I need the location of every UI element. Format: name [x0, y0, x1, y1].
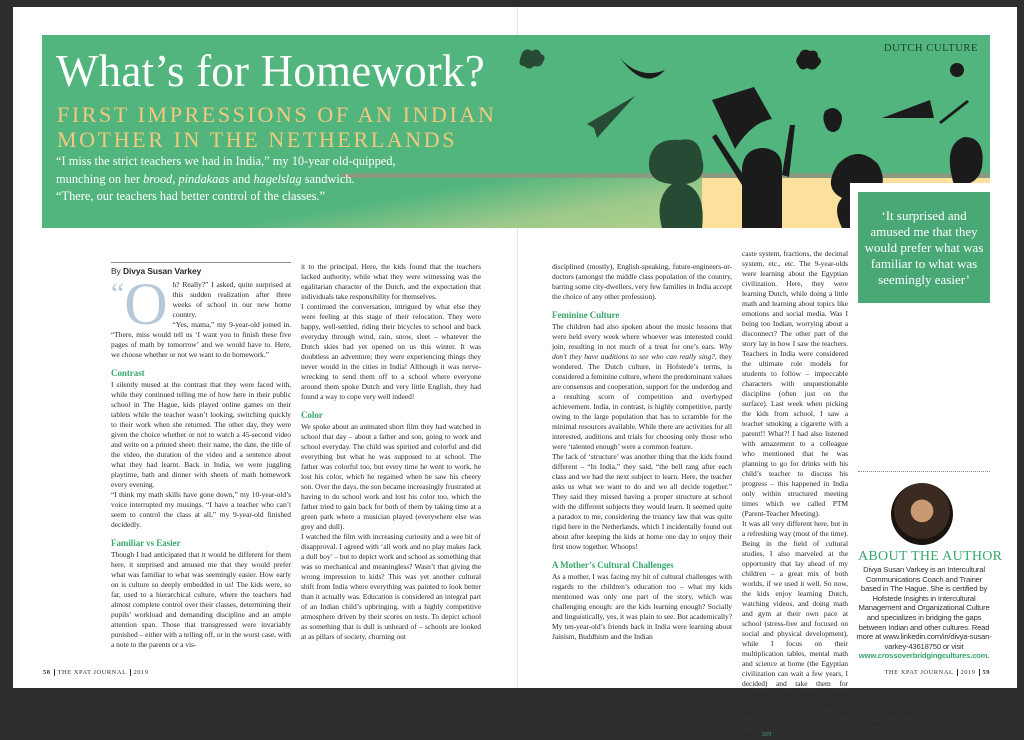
drop-cap-letter: O: [124, 271, 168, 337]
publication-name: THE XPAT JOURNAL: [884, 669, 954, 676]
footer-left: [43, 669, 149, 676]
subtitle-line: MOTHER IN THE NETHERLANDS: [57, 127, 458, 152]
publication-name: THE XPAT JOURNAL: [57, 669, 127, 676]
paragraph: it to the principal. Here, the kids found that the teachers lacked authority, while what they were witnessing was the egalitarian character of the Dutch, and the expectation that individuals take responsibility for themselves.: [301, 262, 481, 301]
byline-prefix: By: [111, 266, 121, 276]
banana-shape: [620, 58, 665, 79]
intro-line: “I miss the strict teachers we had in India,” my 10-year old-quipped,: [56, 154, 396, 168]
page-number: 58: [43, 669, 51, 676]
cloud-shape-2: [796, 50, 821, 70]
pencil-shape: [939, 100, 969, 124]
author-photo: [891, 483, 953, 545]
paragraph: “I think my math skills have gone down,” my 10-year-old’s voice interrupted my musings. “I have a teacher who can’t seem to control the class at all,” my 9-year-old finished decidedly.: [111, 490, 291, 529]
section-heading: Color: [301, 410, 323, 420]
paragraph: “Yes, mama,” my 9-year-old joined in. “There, miss would tell us ‘I want you to finish these five pages of math by tomorrow’ and we would have to. Here, we choose whether or not we want to do homework.”: [111, 320, 291, 359]
byline-rule: [111, 262, 291, 263]
footer-right: [884, 669, 990, 676]
paragraph-italic: Why don’t they have auditions to see who can really sing?: [552, 342, 732, 361]
paragraph: [552, 322, 732, 452]
byline: [111, 266, 291, 276]
paragraph: The lack of ‘structure’ was another thing that the kids found different – “In India,” they said, “the bell rang after each class and we had the next subject to learn. Here, the teacher asks us what we want to do and we all decide together.” They said they missed having a proper structure at school with the different subjects they would learn. It seemed quite a paradox to me, considering the truancy law that was quite rigid here in the Netherlands, which I incidentally found out about after keeping the kids at home one day to enjoy their first snow together. Whoops!: [552, 452, 732, 551]
about-author-bio: Divya Susan Varkey is an Intercultural Communications Coach and Trainer based in The Hague. She is certified by Hofstede Insights in Intercultural Management and Organizational Culture and specializes in bridging the gaps between Indian and other cultures. Read more at www.linkedin.com/in/divya-susan-varkey-43618750 or visit: [856, 565, 992, 651]
paragraph: I watched the film with increasing curiosity and a wee bit of disapproval. I agreed with ‘all work and no play makes Jack a dull boy’ – but to depict work and school as something that was so mechanical and meaningless? Wasn’t that giving the wrong impression to kids? This was yet another cultural shift from India where everything was painted to look better than it actually was. Education is considered an integral part of an Indian child’s upbringing, with a highly competitive atmosphere driven by their scores on tests. To depict school as something that is dull is unheard of – schools are looked at as pillars of society, churning out: [301, 532, 481, 641]
paper-plane-2: [882, 100, 934, 118]
header-banner: [42, 35, 990, 228]
about-author-text: [856, 565, 992, 661]
page-number: 59: [982, 669, 990, 676]
article-subtitle: [57, 102, 496, 152]
intro-text: munching on her: [56, 171, 144, 186]
paragraph: disciplined (mostly), English-speaking, future-engineers-or-doctors (amongst the middle class population of the country, barring some city-dwellers, very few families in India accept the choice of any other profession).: [552, 262, 732, 301]
kid-silhouette-2: [742, 148, 782, 228]
paragraph-text: The children had also spoken about the music lessons that were held every week where whoever was interested could join, resulting in not much of a treat for one’s ears.: [552, 322, 732, 351]
intro-text: and: [229, 171, 254, 186]
byline-author: Divya Susan Varkey: [122, 266, 202, 276]
text-column-4: [742, 249, 922, 740]
pullquote: ‘It surprised and amused me that they would prefer what was familiar to what was seemingly easier’: [858, 192, 990, 303]
end-mark: XPJ: [761, 732, 772, 738]
paragraph: I continued the conversation, intrigued by what else they were feeling at this stage of their relocation. They were happy, well-settled, riding their bicycles to school and back everyday through wind, rain, snow, sleet – whatever the Dutch skies had yet opened on us this winter. It was doubtless an adventure; they were experiencing things they never would in the cities in India! Although it was nerve-wrecking to send them off to a school where everyone around them spoke Dutch and very little English, they had found a way to cope very well indeed!: [301, 302, 481, 401]
paragraph: I silently mused at the contrast that they were faced with, while they continued telling me of how here in their public school in The Hague, kids played online games on their tablets while the teacher wasn’t looking, switching quickly to their work when she returned. The other day, they were given the choice whether or not to watch a 45-second video and write on a printed sheet: their name, the date, the title of the video, the duration of the video and a sentence about what they had learnt. Back in India, we were juggling playtime, bath and dinner with sheets of math homework every evening.: [111, 380, 291, 489]
section-heading: Feminine Culture: [552, 310, 620, 320]
paragraph: As a mother, I was facing my bit of cultural challenges with regards to the children’s education too – what my kids mentioned was only one part of the story, which was challenging enough: are the kids learning enough? Socially and linguistically, yes, it was plain to see. But academically? My ten-year-old’s friends back in India were learning about Jainism, Buddhism and the Indian: [552, 572, 732, 641]
wrap-spacer: [848, 249, 922, 294]
paragraph: caste system, fractions, the decimal system, etc., etc. The 9-year-olds were learning about the Egyptian civilization. Here, they were learning Dutch, while doing a little math and learning about topics like emotions and social media. Was I being too Indian, worrying about a disconnect? The other part of the story lay in how I saw the teachers. Teachers in India were considered the ultimate role models for students to follow – impeccable characters with unquestionable discipline (often just on the surface). Last week when picking the kids from school, I saw a teacher smoking a cigarette with a parent!! What?! I had also listened with amazement to a colleague who mentioned that he was planning to go for drinks with his child’s teacher to discuss his progress – this happened in India only within structured meeting times which we called PTM (Parent-Teacher Meeting).: [742, 249, 848, 518]
intro-line: “There, our teachers had better control of the classes.”: [56, 189, 326, 203]
section-heading: Contrast: [111, 368, 145, 378]
apple-shape: [823, 108, 842, 132]
author-website-link[interactable]: www.crossoverbridgingcultures.com.: [858, 651, 990, 661]
ball-shape: [950, 63, 964, 77]
section-kicker: DUTCH CULTURE: [883, 43, 978, 54]
text-column-3: [552, 262, 732, 642]
paragraph-text: It was all very different here, but in a refreshing way (most of the time). Being in the field of cultural studies, I also marveled at the opportunity that lay ahead of my children – a great mix of both worlds, if we used it well. So now, the kids enjoy learning Dutch, watching videos, and doing math and gym at their own pace at school (stress-free and focused on social and physical development), while I focus on their multiplication tables, mental math and science at home (the Egyptian civilization can wait a few years, I decided) and take them for structured music lessons during weekends. So far, it’s working quite well, but what will happen when they hit their teenage years?...I guess that’s another story for three years from now...: [742, 519, 922, 738]
paper-sheet: [712, 87, 772, 149]
intro-text: ,: [172, 171, 179, 186]
article-title: What’s for Homework?: [56, 46, 485, 96]
subtitle-line: FIRST IMPRESSIONS OF AN INDIAN: [57, 102, 497, 127]
paragraph: Though I had anticipated that it would be different for them here, it surprised and amused me that they would prefer what was familiar to what was seemingly easier. How early on is culture so deeply embedded in us! The kids were, so far, used to a hierarchical culture, where the teachers had almost complete control over their classes, determining their pupils’ workload and demanding discipline and an ample attention span. Those that transgressed were invariably punished – either with a telling off, or in the worst case, with a note to the parents or a vis-: [111, 550, 291, 649]
paragraph: h? Really?” I asked, quite surprised at this sudden realization after three weeks of school in our new home country.: [172, 280, 291, 319]
article-intro: [56, 153, 396, 206]
text-column-1: [111, 262, 291, 650]
publication-year: 2019: [960, 669, 976, 676]
intro-line: [56, 171, 396, 189]
intro-italic: hagelslag: [253, 171, 302, 186]
drop-cap-quote: “: [111, 277, 125, 310]
paragraph: We spoke about an animated short film they had watched in school that day – about a father and son, going to work and school everyday. The child was spirited and colorful and did everything but what he was supposed to at school. The father was colorful too, but every time he went to work, he lost his color, which he regained when he saw his cheery son. Over the days, the son became increasingly frustrated at having to do school work and lost his color too, which the father tried to gain back for both of them by taking time at a green park where a musician played (everywhere else was grey and dull).: [301, 422, 481, 531]
cloud-shape: [520, 49, 545, 68]
paragraph-text: , they wondered. The Dutch culture, in Hofstede’s terms, is considered a feminine culture, where the predominant values are consensus and cooperation, support for the underdog and a resulting scorn of competition and overhyped achievement. India, in contrast, is highly competitive, partly owing to the large population that has to scramble for the minimal resources available. While there are activities for all interested, auditions and trials for choosing only those who were ‘talented enough’ were a common feature.: [552, 352, 732, 451]
intro-text: sandwich.: [301, 171, 355, 186]
text-column-2: [301, 262, 481, 642]
intro-italic: pindakaas: [178, 171, 230, 186]
about-author-heading: ABOUT THE AUTHOR: [858, 549, 1003, 564]
publication-year: 2019: [133, 669, 149, 676]
paper-plane: [587, 96, 635, 138]
intro-italic: brood: [143, 171, 173, 186]
dotted-divider: [858, 471, 990, 472]
section-heading: Familiar vs Easier: [111, 538, 181, 548]
section-heading: A Mother’s Cultural Challenges: [552, 560, 674, 570]
